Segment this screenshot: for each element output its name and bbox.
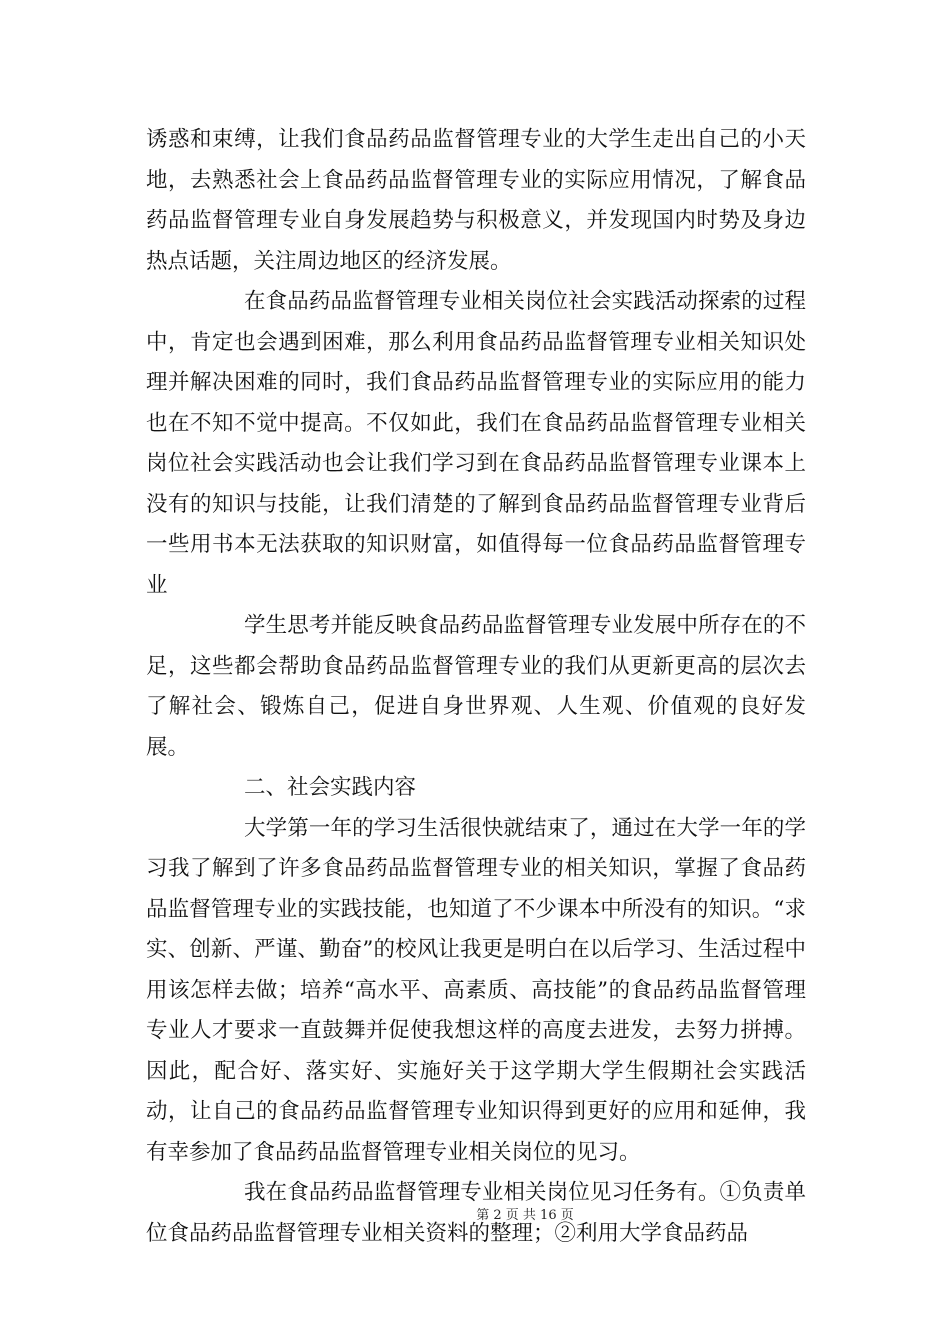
paragraph-3: 学生思考并能反映食品药品监督管理专业发展中所存在的不足，这些都会帮助食品药品监督管理专业的我们从更新更高的层次去了解社会、锻炼自己，促进自身世界观、人生观、价值观的良好发展。 (146, 613, 806, 760)
section-heading: 二、社会实践内容 (244, 775, 417, 800)
paragraph-1: 诱惑和束缚，让我们食品药品监督管理专业的大学生走出自己的小天地，去熟悉社会上食品药品监督管理专业的实际应用情况，了解食品药品监督管理专业自身发展趋势与积极意义，并发现国内时势及身边热点话题，关注周边地区的经济发展。 (146, 127, 806, 274)
document-body (146, 120, 806, 1254)
paragraph-5: 我在食品药品监督管理专业相关岗位见习任务有。①负责单位食品药品监督管理专业相关资料的整理；②利用大学食品药品 (146, 1180, 806, 1246)
page-footer (0, 1204, 950, 1223)
paragraph-4: 大学第一年的学习生活很快就结束了，通过在大学一年的学习我了解到了许多食品药品监督管理专业的相关知识，掌握了食品药品监督管理专业的实践技能，也知道了不少课本中所没有的知识。“求实、创新、严谨、勤奋”的校风让我更是明白在以后学习、生活过程中用该怎样去做；培养“高水平、高素质、高技能”的食品药品监督管理专业人才要求一直鼓舞并促使我想这样的高度去进发，去努力拼搏。因此，配合好、落实好、实施好关于这学期大学生假期社会实践活动，让自己的食品药品监督管理专业知识得到更好的应用和延伸，我有幸参加了食品药品监督管理专业相关岗位的见习。 (146, 815, 806, 1165)
paragraph-2: 在食品药品监督管理专业相关岗位社会实践活动探索的过程中，肯定也会遇到困难，那么利用食品药品监督管理专业相关知识处理并解决困难的同时，我们食品药品监督管理专业的实际应用的能力也在不知不觉中提高。不仅如此，我们在食品药品监督管理专业相关岗位社会实践活动也会让我们学习到在食品药品监督管理专业课本上没有的知识与技能，让我们清楚的了解到食品药品监督管理专业背后一些用书本无法获取的知识财富，如值得每一位食品药品监督管理专业 (146, 289, 806, 598)
page-number: 第 2 页 共 16 页 (476, 1208, 574, 1223)
